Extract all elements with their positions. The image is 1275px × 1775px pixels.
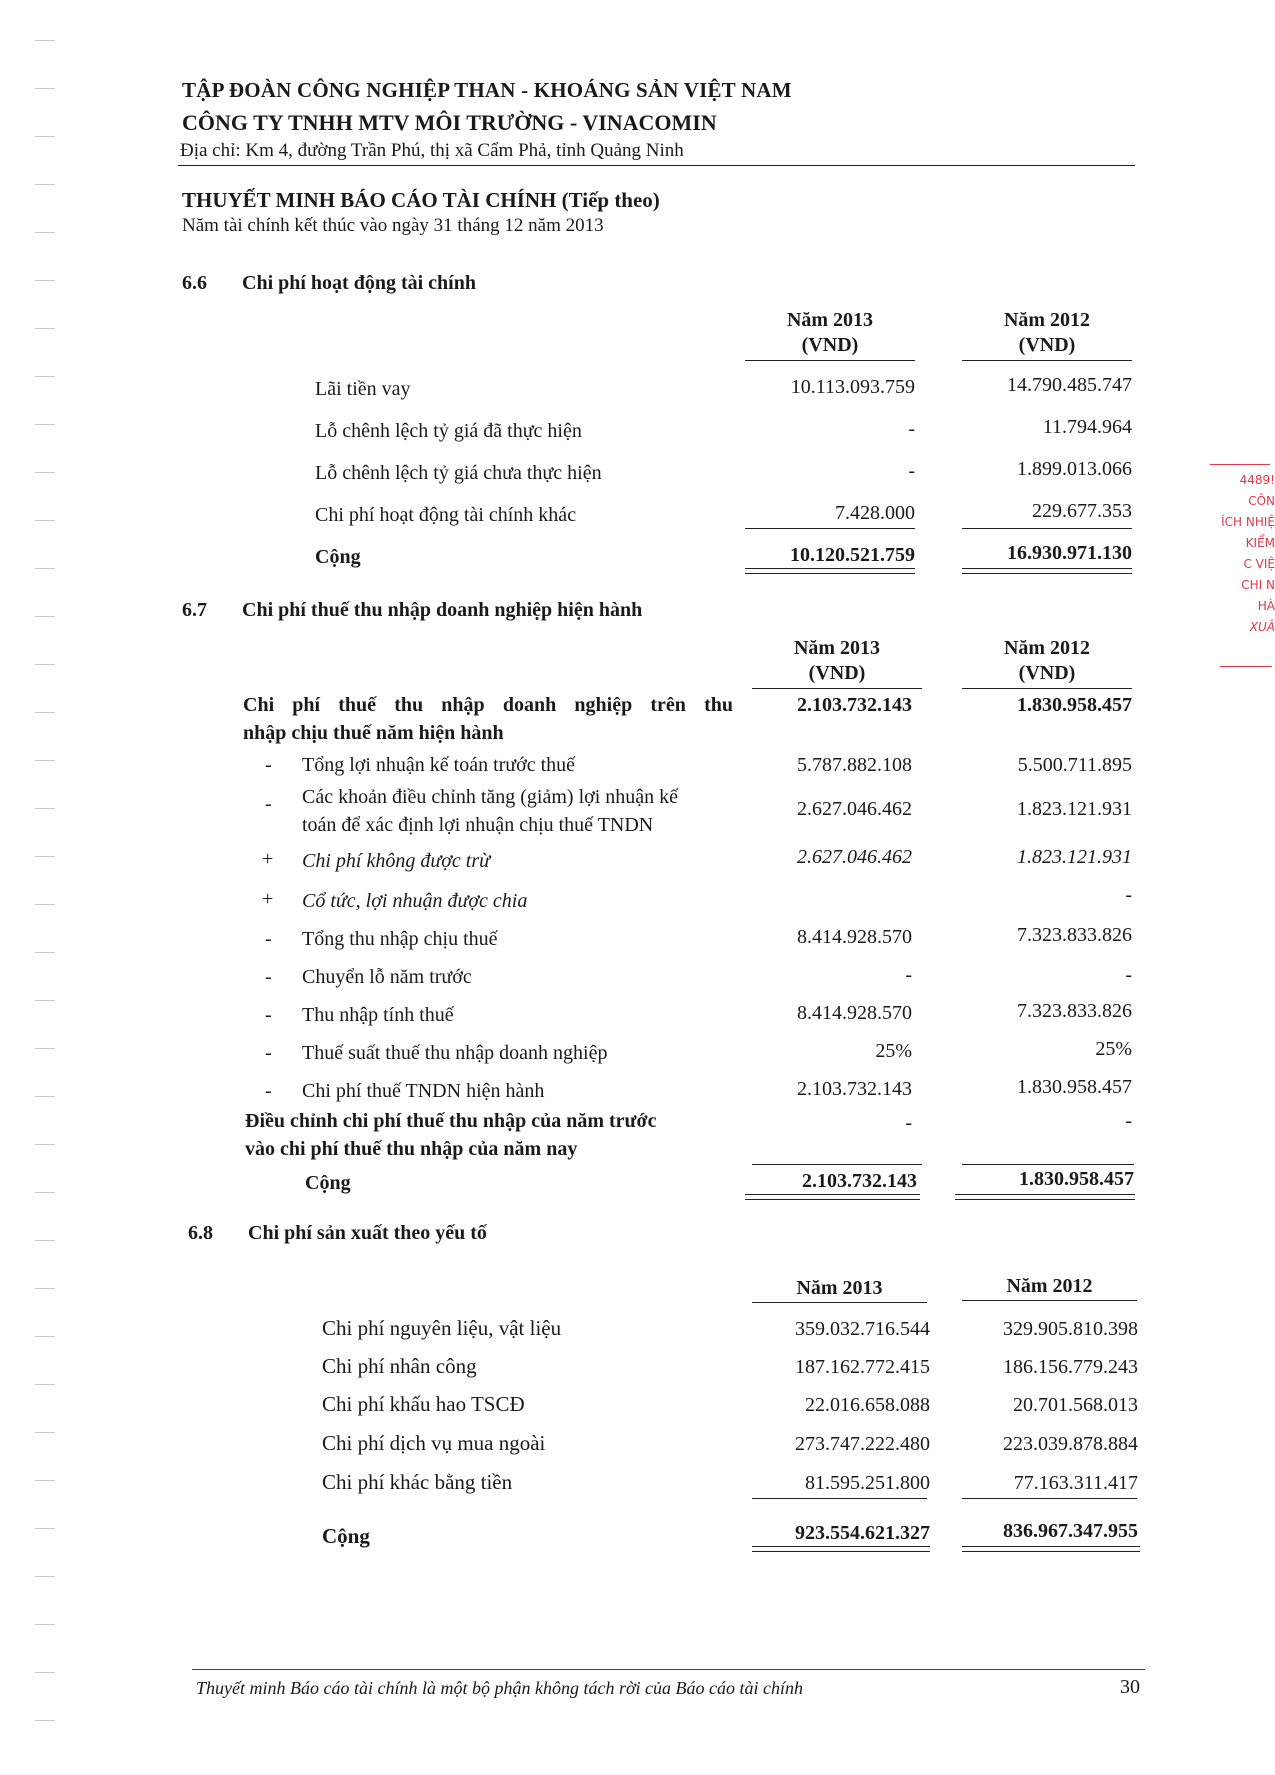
value-2013: 8.414.928.570 xyxy=(797,926,912,948)
value-2012: 223.039.878.884 xyxy=(1003,1433,1138,1455)
total-double-rule xyxy=(745,568,915,574)
section-number: 6.8 xyxy=(188,1222,213,1244)
row-mark: - xyxy=(265,754,272,776)
row-label: Cổ tức, lợi nhuận được chia xyxy=(302,890,528,912)
value-2012: 229.677.353 xyxy=(1032,500,1132,522)
row-mark: - xyxy=(265,966,272,988)
stamp-text-line: HÀ xyxy=(1257,599,1275,613)
value-2012: - xyxy=(1125,884,1132,906)
column-header-2013 xyxy=(752,1276,927,1301)
column-header-2012 xyxy=(962,308,1132,358)
value-2012: - xyxy=(1125,1110,1132,1132)
total-2013: 923.554.621.327 xyxy=(795,1522,930,1544)
column-year: Năm 2012 xyxy=(1003,637,1091,659)
section-number: 6.7 xyxy=(182,599,207,621)
column-rule xyxy=(962,1300,1137,1301)
header-divider xyxy=(178,165,1135,166)
value-2012: - xyxy=(1125,964,1132,986)
stamp-text-line: XUÂ xyxy=(1249,620,1275,634)
total-2013: 2.103.732.143 xyxy=(802,1170,917,1192)
row-label: Tổng lợi nhuận kế toán trước thuế xyxy=(302,754,576,776)
document-subtitle: Năm tài chính kết thúc vào ngày 31 tháng 12 năm 2013 xyxy=(182,215,604,236)
value-2012: 7.323.833.826 xyxy=(1017,1000,1132,1022)
value-2012: 7.323.833.826 xyxy=(1017,924,1132,946)
value-2012: 186.156.779.243 xyxy=(1003,1356,1138,1378)
subtotal-rule xyxy=(962,528,1132,529)
column-rule xyxy=(752,688,922,689)
row-mark: - xyxy=(265,1080,272,1102)
column-year: Năm 2013 xyxy=(796,1277,883,1299)
value-2013: 81.595.251.800 xyxy=(805,1472,930,1494)
stamp-text-line: CÔN xyxy=(1248,494,1275,508)
total-label: Cộng xyxy=(305,1172,351,1194)
value-2012: 20.701.568.013 xyxy=(1013,1394,1138,1416)
page-number: 30 xyxy=(1120,1676,1140,1698)
value-2013: 7.428.000 xyxy=(835,502,915,524)
value-2013: - xyxy=(905,1112,912,1134)
row-label: Chi phí thuế thu nhập doanh nghiệp trên thu xyxy=(243,694,733,716)
value-2013: 10.113.093.759 xyxy=(790,376,915,398)
total-2012: 836.967.347.955 xyxy=(1003,1520,1138,1542)
section-6-7-heading xyxy=(182,599,642,622)
total-double-rule xyxy=(962,1546,1140,1552)
total-label: Cộng xyxy=(315,546,361,568)
stamp-text-line: 4489! xyxy=(1239,473,1275,487)
row-label: Lỗ chênh lệch tỷ giá chưa thực hiện xyxy=(315,462,602,484)
stamp-text-line: ÍCH NHIỆ xyxy=(1221,515,1275,529)
company-name: CÔNG TY TNHH MTV MÔI TRƯỜNG - VINACOMIN xyxy=(182,110,717,135)
total-2013: 10.120.521.759 xyxy=(790,544,915,566)
value-2012: 1.823.121.931 xyxy=(1017,846,1132,868)
value-2012: 329.905.810.398 xyxy=(1003,1318,1138,1340)
row-label: Thuế suất thuế thu nhập doanh nghiệp xyxy=(302,1042,608,1064)
row-label: Điều chỉnh chi phí thuế thu nhập của năm trước xyxy=(245,1110,657,1132)
row-label-cont: vào chi phí thuế thu nhập của năm nay xyxy=(245,1138,578,1160)
row-label: Chi phí dịch vụ mua ngoài xyxy=(322,1431,546,1455)
group-name: TẬP ĐOÀN CÔNG NGHIỆP THAN - KHOÁNG SẢN VIỆT NAM xyxy=(182,78,792,102)
row-label: Chi phí nhân công xyxy=(322,1354,477,1378)
section-title: Chi phí sản xuất theo yếu tố xyxy=(248,1222,487,1244)
column-year: Năm 2012 xyxy=(1006,1275,1093,1297)
column-header-2012 xyxy=(962,636,1132,686)
value-2012: 14.790.485.747 xyxy=(1007,374,1132,396)
total-double-rule xyxy=(745,1194,920,1200)
value-2013: 359.032.716.544 xyxy=(795,1318,930,1340)
column-rule xyxy=(745,360,915,361)
subtotal-rule xyxy=(962,1164,1134,1165)
value-2012: 1.899.013.066 xyxy=(1017,458,1132,480)
row-label: Chi phí nguyên liệu, vật liệu xyxy=(322,1316,562,1340)
row-label-cont: toán để xác định lợi nhuận chịu thuế TNDN xyxy=(302,814,654,836)
value-2012: 1.830.958.457 xyxy=(1017,694,1132,716)
row-label: Chi phí không được trừ xyxy=(302,850,491,872)
section-title: Chi phí thuế thu nhập doanh nghiệp hiện hành xyxy=(242,599,643,621)
column-header-2013 xyxy=(752,636,922,686)
row-label: Các khoản điều chỉnh tăng (giảm) lợi nhuận kế xyxy=(302,786,679,808)
column-year: Năm 2013 xyxy=(793,637,881,659)
stamp-text-line: CHI N xyxy=(1241,578,1275,592)
column-rule xyxy=(962,688,1132,689)
column-unit: (VND) xyxy=(1018,662,1076,684)
total-2012: 16.930.971.130 xyxy=(1007,542,1132,564)
value-2013: 22.016.658.088 xyxy=(805,1394,930,1416)
subtotal-rule xyxy=(962,1498,1137,1499)
column-rule xyxy=(962,360,1132,361)
total-2012: 1.830.958.457 xyxy=(1019,1168,1134,1190)
row-mark: - xyxy=(265,793,272,815)
value-2013: 187.162.772.415 xyxy=(795,1356,930,1378)
section-number: 6.6 xyxy=(182,272,207,294)
value-2012: 5.500.711.895 xyxy=(1017,754,1132,776)
value-2013: 2.103.732.143 xyxy=(797,1078,912,1100)
total-label: Cộng xyxy=(322,1524,370,1548)
row-label: Lãi tiền vay xyxy=(315,378,411,400)
value-2013: 2.103.732.143 xyxy=(797,694,912,716)
stamp-text-line: KIỂM xyxy=(1245,536,1275,550)
footer-divider xyxy=(192,1669,1145,1670)
value-2013: - xyxy=(905,964,912,986)
value-2013: 273.747.222.480 xyxy=(795,1433,930,1455)
column-header-2013 xyxy=(745,308,915,358)
section-title: Chi phí hoạt động tài chính xyxy=(242,272,476,294)
stamp-border xyxy=(1210,464,1270,465)
column-rule xyxy=(752,1302,927,1303)
value-2012: 1.830.958.457 xyxy=(1017,1076,1132,1098)
row-label-cont: nhập chịu thuế năm hiện hành xyxy=(243,722,504,744)
row-mark: - xyxy=(265,1004,272,1026)
section-6-8-heading xyxy=(188,1222,487,1245)
total-double-rule xyxy=(962,568,1132,574)
row-label: Chuyển lỗ năm trước xyxy=(302,966,472,988)
row-label: Chi phí thuế TNDN hiện hành xyxy=(302,1080,545,1102)
value-2013: 8.414.928.570 xyxy=(797,1002,912,1024)
value-2013: 25% xyxy=(875,1040,912,1062)
value-2012: 77.163.311.417 xyxy=(1013,1472,1138,1494)
value-2012: 25% xyxy=(1095,1038,1132,1060)
stamp-border xyxy=(1220,666,1272,667)
row-label: Chi phí khấu hao TSCĐ xyxy=(322,1392,525,1416)
row-label: Lỗ chênh lệch tỷ giá đã thực hiện xyxy=(315,420,582,442)
audit-stamp xyxy=(1200,470,1275,680)
total-double-rule xyxy=(752,1546,930,1552)
value-2013: - xyxy=(908,418,915,440)
section-6-6-heading xyxy=(182,272,476,295)
row-label: Chi phí khác bằng tiền xyxy=(322,1470,513,1494)
row-mark: - xyxy=(265,928,272,950)
column-unit: (VND) xyxy=(808,662,866,684)
row-label: Tổng thu nhập chịu thuế xyxy=(302,928,498,950)
column-header-2012 xyxy=(962,1274,1137,1299)
subtotal-rule xyxy=(752,1498,927,1499)
column-unit: (VND) xyxy=(1018,334,1076,356)
company-address: Địa chỉ: Km 4, đường Trần Phú, thị xã Cẩm Phả, tỉnh Quảng Ninh xyxy=(180,140,684,161)
column-unit: (VND) xyxy=(801,334,859,356)
column-year: Năm 2012 xyxy=(1003,309,1091,331)
total-double-rule xyxy=(955,1194,1135,1200)
value-2013: - xyxy=(908,460,915,482)
stamp-text-line: C VIỆ xyxy=(1243,557,1275,571)
value-2013: 5.787.882.108 xyxy=(797,754,912,776)
value-2012: 11.794.964 xyxy=(1042,416,1132,438)
row-mark: + xyxy=(262,848,274,870)
document-title: THUYẾT MINH BÁO CÁO TÀI CHÍNH (Tiếp theo) xyxy=(182,188,660,212)
subtotal-rule xyxy=(752,1164,922,1165)
value-2013: 2.627.046.462 xyxy=(797,846,912,868)
footer-note: Thuyết minh Báo cáo tài chính là một bộ phận không tách rời của Báo cáo tài chính xyxy=(196,1678,804,1698)
column-year: Năm 2013 xyxy=(786,309,874,331)
value-2012: 1.823.121.931 xyxy=(1017,798,1132,820)
row-label: Thu nhập tính thuế xyxy=(302,1004,454,1026)
row-label: Chi phí hoạt động tài chính khác xyxy=(315,504,577,526)
subtotal-rule xyxy=(745,528,915,529)
row-mark: - xyxy=(265,1042,272,1064)
row-mark: + xyxy=(262,888,274,910)
value-2013: 2.627.046.462 xyxy=(797,798,912,820)
